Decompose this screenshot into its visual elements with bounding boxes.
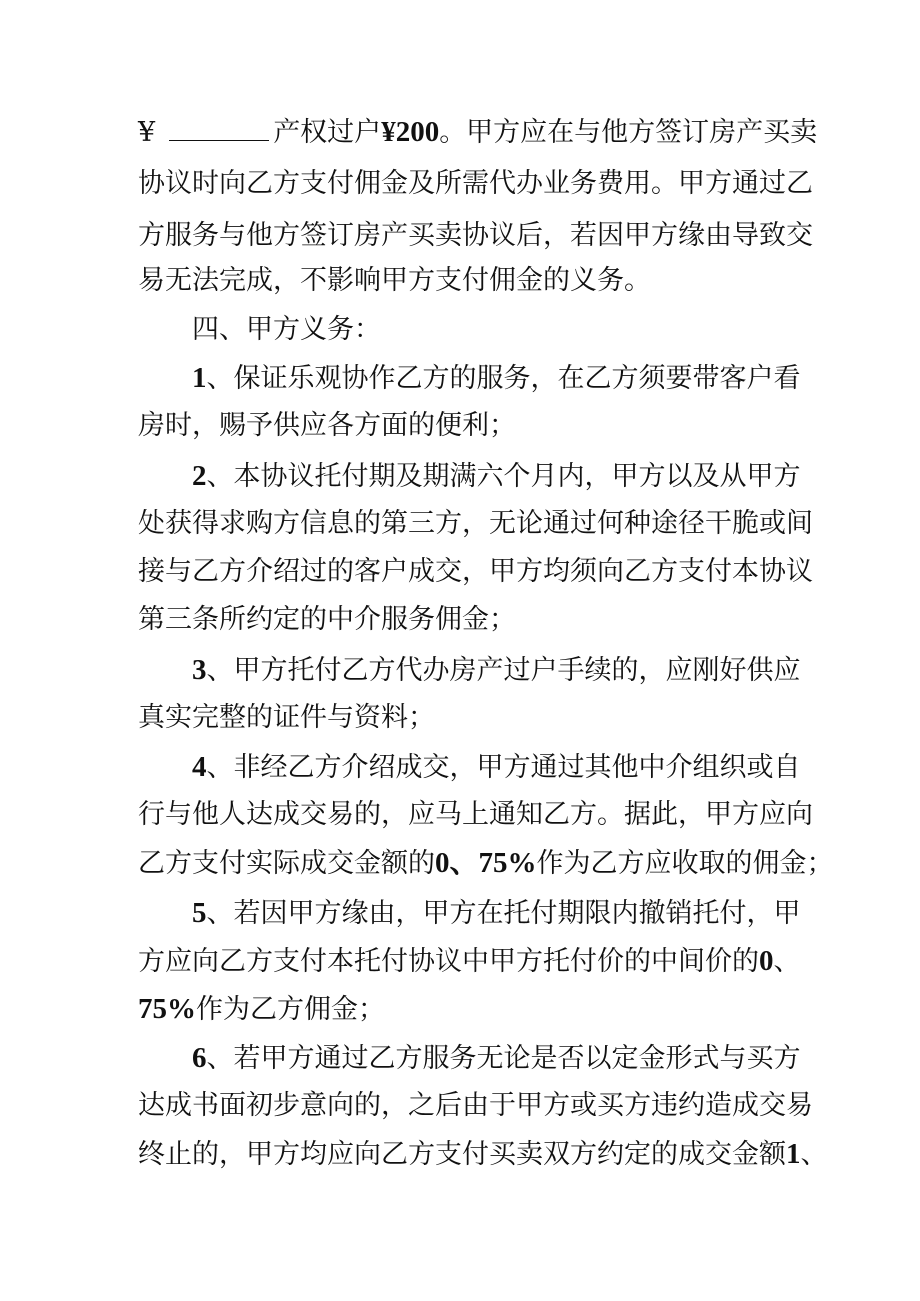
fee-amount: ¥200 (381, 116, 440, 148)
list-item-line: 5、若因甲方缘由，甲方在托付期限内撤销托付，甲 (192, 897, 801, 929)
blank-underline (169, 116, 269, 141)
section-heading: 四、甲方义务： (192, 314, 381, 345)
yen-symbol: ¥ (138, 117, 156, 148)
item-number: 2 (192, 460, 207, 492)
percentage-value: 0 (759, 945, 774, 977)
list-item-line: 方应向乙方支付本托付协议中甲方托付价的中间价的0、 (138, 945, 801, 977)
list-item-line: 行与他人达成交易的，应马上通知乙方。据此，甲方应向 (138, 799, 813, 830)
list-item-line: 6、若甲方通过乙方服务无论是否以定金形式与买方 (192, 1042, 801, 1074)
list-item-line: 1、保证乐观协作乙方的服务，在乙方须要带客户看 (192, 362, 801, 394)
item-number: 6 (192, 1042, 207, 1074)
item-number: 4 (192, 751, 207, 783)
list-item-line: 接与乙方介绍过的客户成交，甲方均须向乙方支付本协议 (138, 556, 813, 587)
text-line: ¥ 产权过户¥200。甲方应在与他方签订房产买卖 (138, 116, 818, 148)
list-item-line: 75%作为乙方佣金； (138, 993, 385, 1025)
percentage-value: 0、75% (435, 847, 537, 879)
list-item-line: 3、甲方托付乙方代办房产过户手续的，应刚好供应 (192, 654, 801, 686)
list-item-line: 2、本协议托付期及期满六个月内，甲方以及从甲方 (192, 460, 801, 492)
percentage-value: 75% (138, 993, 196, 1025)
list-item-line: 乙方支付实际成交金额的0、75%作为乙方应收取的佣金； (138, 847, 834, 879)
text-line: 协议时向乙方支付佣金及所需代办业务费用。甲方通过乙 (138, 168, 813, 199)
text-line: 方服务与他方签订房产买卖协议后，若因甲方缘由导致交 (138, 220, 813, 251)
item-number: 3 (192, 654, 207, 686)
list-item-line: 房时，赐予供应各方面的便利； (138, 410, 516, 441)
text-line: 易无法完成，不影响甲方支付佣金的义务。 (138, 265, 651, 296)
list-item-line: 终止的，甲方均应向乙方支付买卖双方约定的成交金额1、 (138, 1138, 828, 1170)
list-item-line: 第三条所约定的中介服务佣金； (138, 604, 516, 635)
list-item-line: 达成书面初步意向的，之后由于甲方或买方违约造成交易 (138, 1090, 813, 1121)
list-item-line: 真实完整的证件与资料； (138, 702, 435, 733)
item-number: 1 (192, 362, 207, 394)
list-item-line: 处获得求购方信息的第三方，无论通过何种途径干脆或间 (138, 508, 813, 539)
list-item-line: 4、非经乙方介绍成交，甲方通过其他中介组织或自 (192, 751, 801, 783)
item-number: 1 (786, 1138, 801, 1170)
item-number: 5 (192, 897, 207, 929)
